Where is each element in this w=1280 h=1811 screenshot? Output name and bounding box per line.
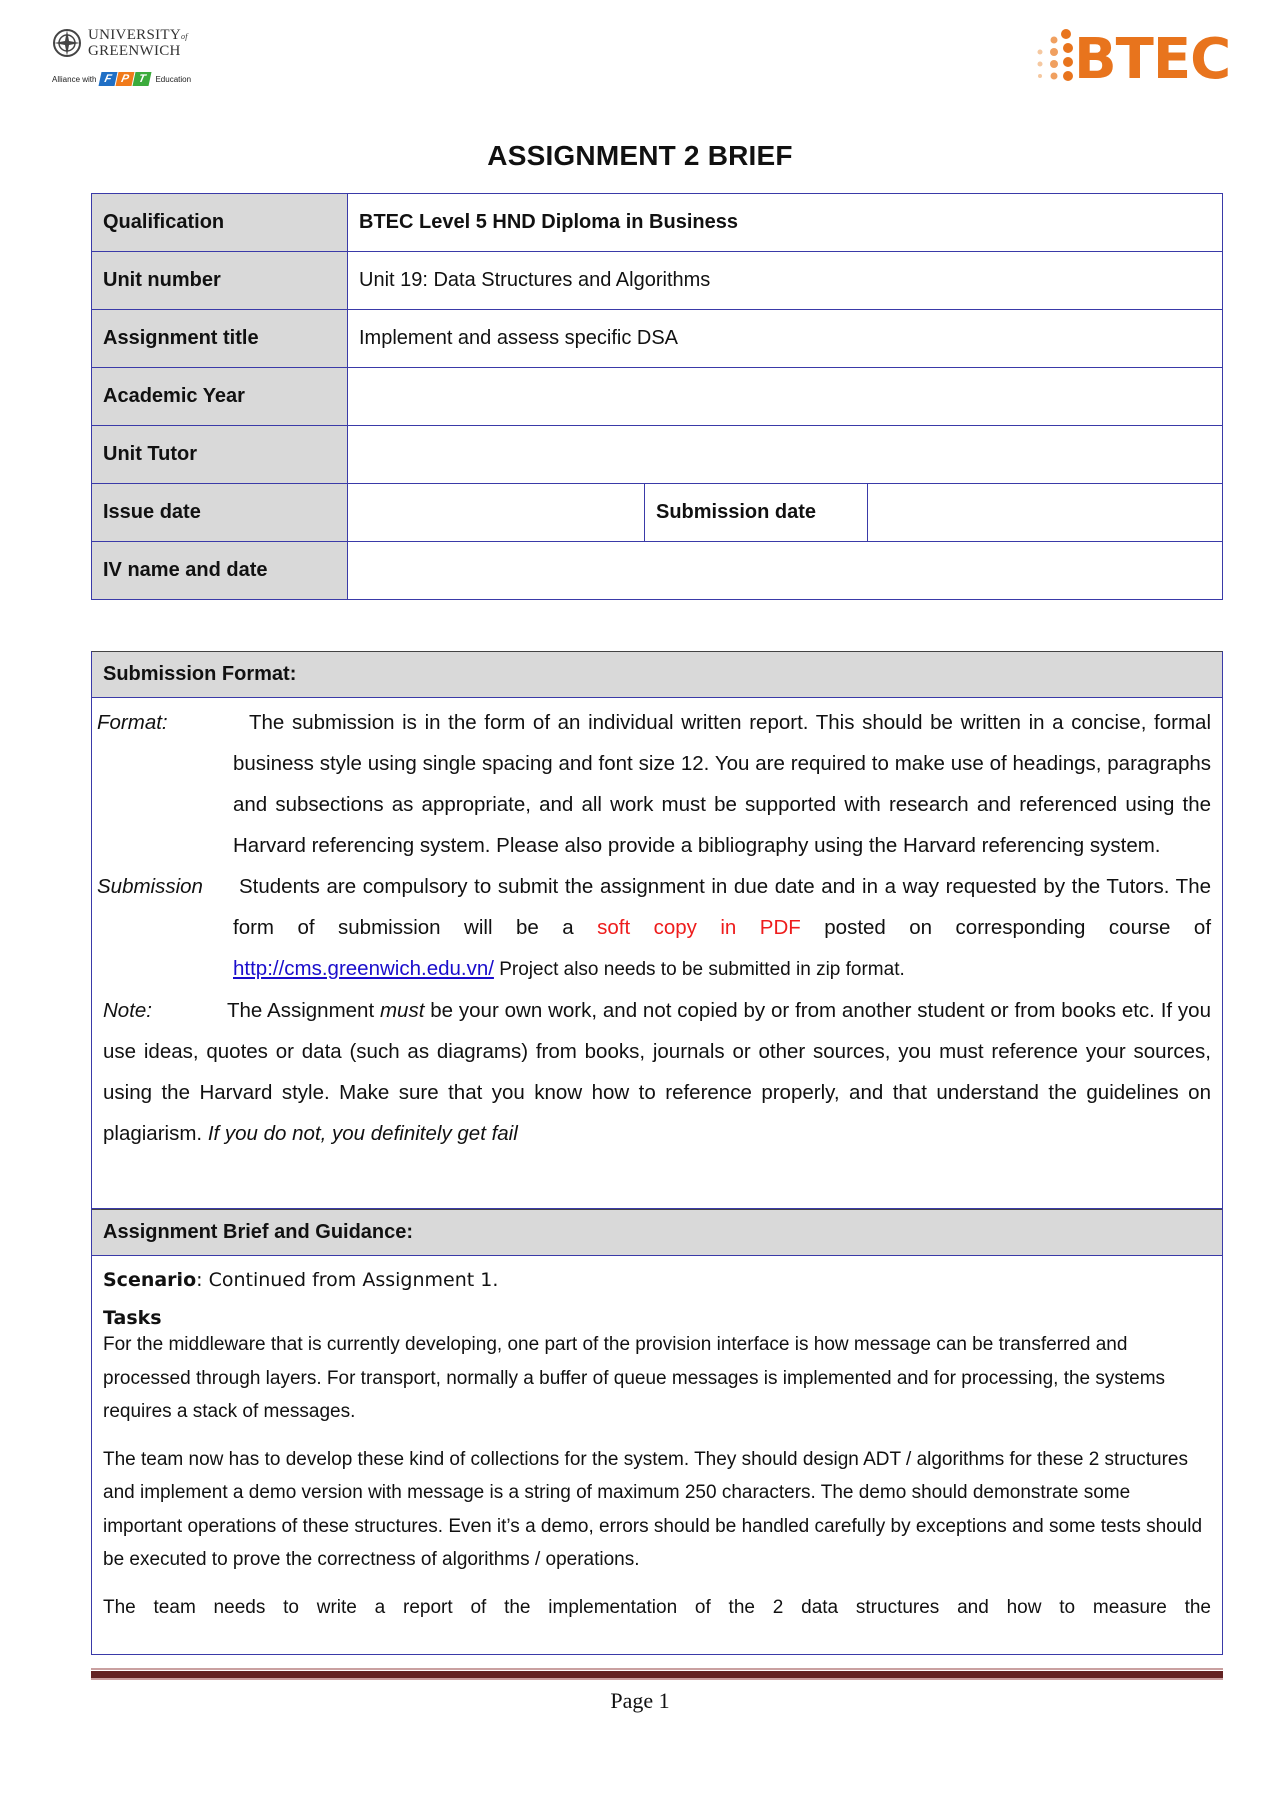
issue-date-value [348, 484, 645, 542]
assignment-guidance-section [91, 1208, 1223, 1655]
task-paragraph-1: For the middleware that is currently developing, one part of the provision interface is how message can be transferred and processed through layers. For transport, normally a buffer of queue messages is implemented and for processing, the systems requires a stack of messages. [103, 1334, 1166, 1422]
btec-logo-text: BTEC [1074, 27, 1231, 92]
unit-number-value: Unit 19: Data Structures and Algorithms [348, 252, 1223, 310]
university-of-greenwich-logo [52, 28, 222, 102]
academic-year-label: Academic Year [92, 368, 348, 426]
university-name-line1: UNIVERSITY [88, 27, 181, 43]
note-warning: If you do not, you definitely get fail [207, 1122, 518, 1145]
unit-number-label: Unit number [92, 252, 348, 310]
note-paragraph [92, 990, 1222, 1154]
note-emphasis: must [379, 999, 425, 1022]
iv-name-value [348, 542, 1223, 600]
submission-text-part3: Project also needs to be submitted in zip format. [493, 959, 905, 980]
university-name [88, 28, 188, 58]
btec-logo [1030, 26, 1250, 90]
table-row [92, 252, 1223, 310]
submission-row [92, 866, 1222, 990]
university-name-line2: GREENWICH [88, 43, 181, 59]
fpt-letter-t: T [133, 72, 152, 86]
unit-tutor-value [348, 426, 1223, 484]
page-number: Page 1 [610, 1688, 670, 1713]
note-label: Note: [103, 999, 152, 1022]
fpt-logo [100, 72, 151, 86]
assignment-title-label: Assignment title [92, 310, 348, 368]
table-row [92, 368, 1223, 426]
university-name-of: of [181, 32, 188, 41]
submission-highlight: soft copy in PDF [597, 916, 801, 939]
scenario-label: Scenario [103, 1269, 197, 1291]
tasks-heading: Tasks [103, 1307, 162, 1329]
qualification-value: BTEC Level 5 HND Diploma in Business [348, 194, 1223, 252]
table-row [92, 426, 1223, 484]
format-label: Format: [97, 711, 168, 734]
submission-date-label: Submission date [645, 484, 868, 542]
unit-tutor-label: Unit Tutor [92, 426, 348, 484]
footer-divider [91, 1668, 1223, 1680]
note-text-part2: be your own work, and not copied by or from another student or from books etc. If you use ideas, quotes or data (such as diagrams) from books, journals or other sources, you must reference your sources, using the Harvard style. Make sure that you know how to reference properly, and that understand the guidelines on plagiarism. [103, 999, 1211, 1145]
fpt-letter-f: F [99, 72, 118, 86]
issue-date-label: Issue date [92, 484, 348, 542]
academic-year-value [348, 368, 1223, 426]
guidance-heading: Assignment Brief and Guidance: [92, 1209, 1222, 1256]
scenario-text: : Continued from Assignment 1. [196, 1269, 499, 1291]
submission-format-section [91, 651, 1223, 1212]
note-text-part1: The Assignment [227, 999, 380, 1022]
assignment-info-table [91, 193, 1223, 600]
qualification-label: Qualification [92, 194, 348, 252]
submission-format-heading: Submission Format: [92, 652, 1222, 698]
assignment-title-value: Implement and assess specific DSA [348, 310, 1223, 368]
iv-name-label: IV name and date [92, 542, 348, 600]
fpt-alliance [52, 72, 222, 86]
table-row [92, 310, 1223, 368]
page-title: ASSIGNMENT 2 BRIEF [487, 140, 793, 171]
cms-link[interactable]: http://cms.greenwich.edu.vn/ [233, 957, 494, 980]
format-text: The submission is in the form of an individual written report. This should be written in a concise, formal business style using single spacing and font size 12. You are required to make use of headings, paragraphs and subsections as appropriate, and all work must be supported with research and referenced using the Harvard referencing system. Please also provide a bibliography using the Harvard referencing system. [233, 711, 1211, 857]
table-row [92, 484, 1223, 542]
format-row [92, 702, 1222, 866]
compass-emblem-icon [52, 28, 82, 58]
table-row [92, 542, 1223, 600]
fpt-letter-p: P [116, 72, 135, 86]
submission-date-value [868, 484, 1223, 542]
submission-text-part2: posted on corresponding course of [800, 916, 1212, 939]
submission-text-part1: Students are compulsory to submit the assignment in due date and in a way requested by the Tutors. The form of submission will be a [233, 875, 1211, 939]
submission-label: Submission [97, 875, 203, 898]
task-paragraph-2: The team now has to develop these kind of collections for the system. They should design ADT / algorithms for these 2 structures and implement a demo version with message is a string of maximum 250 characters. The demo should demonstrate some important operations of these structures. Even it’s a demo, errors should be handled carefully by exceptions and some tests should be executed to prove the correctness of algorithms / operations. [103, 1448, 1203, 1570]
scenario-line [103, 1268, 1211, 1292]
task-paragraph-3: The team needs to write a report of the implementation of the 2 data structures and how to measure the [103, 1596, 1211, 1618]
submission-text [233, 866, 1211, 990]
alliance-suffix: Education [155, 74, 192, 84]
table-row [92, 194, 1223, 252]
alliance-prefix: Alliance with [52, 74, 97, 84]
